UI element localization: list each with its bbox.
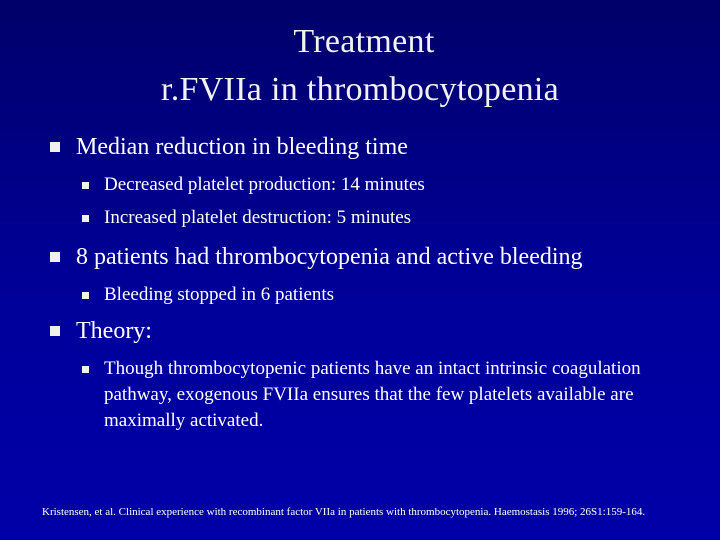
sub-bullet-text: Bleeding stopped in 6 patients bbox=[104, 284, 335, 305]
square-bullet-icon bbox=[82, 215, 89, 222]
bullet-eight-patients bbox=[50, 242, 583, 272]
bullet-text: 8 patients had thrombocytopenia and active bleeding bbox=[76, 244, 583, 270]
slide-title-line-2: r.FVIIa in thrombocytopenia bbox=[160, 71, 560, 108]
sub-bullet-text: Increased platelet destruction: 5 minutes bbox=[104, 207, 412, 228]
slide-title-line-1: Treatment bbox=[293, 23, 435, 60]
bullet-text: Median reduction in bleeding time bbox=[76, 134, 408, 160]
sub-bullet-text: Decreased platelet production: 14 minutes bbox=[104, 174, 425, 195]
sub-bullet-bleeding-stopped bbox=[82, 282, 334, 307]
sub-bullet-decreased-production bbox=[82, 172, 425, 197]
square-bullet-icon bbox=[50, 326, 60, 336]
square-bullet-icon bbox=[82, 292, 89, 299]
sub-bullet-text: Though thrombocytopenic patients have an intact intrinsic coagulation pathway, exogenous FVIIa ensures that the few platelets available are maximally activated. bbox=[104, 358, 641, 431]
square-bullet-icon bbox=[82, 182, 89, 189]
square-bullet-icon bbox=[82, 366, 89, 373]
bullet-theory bbox=[50, 316, 152, 346]
square-bullet-icon bbox=[50, 252, 60, 262]
sub-bullet-increased-destruction bbox=[82, 205, 411, 230]
sub-bullet-theory-explanation bbox=[82, 356, 682, 434]
citation-footnote: Kristensen, et al. Clinical experience with recombinant factor VIIa in patients with thrombocytopenia. Haemostasis 1996; 26S1:159-164. bbox=[42, 506, 646, 518]
bullet-text: Theory: bbox=[76, 318, 152, 344]
square-bullet-icon bbox=[50, 142, 60, 152]
bullet-median-reduction bbox=[50, 132, 408, 162]
